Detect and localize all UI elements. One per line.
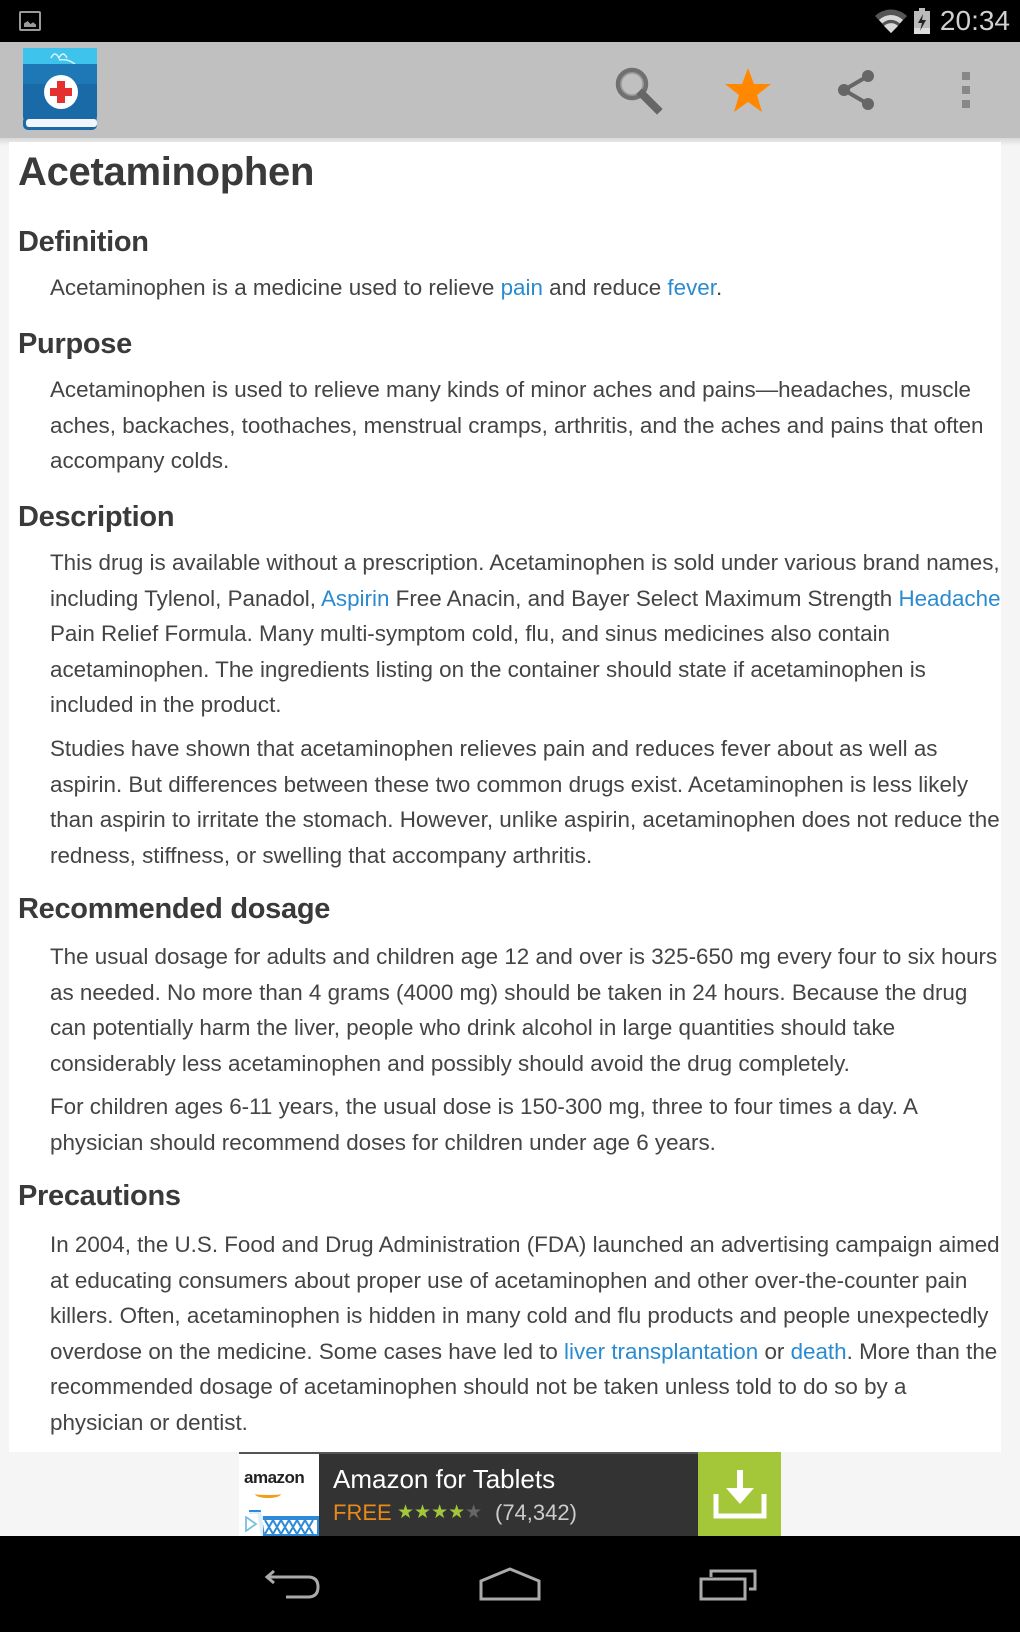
back-button[interactable] (258, 1556, 328, 1612)
definition-paragraph: Acetaminophen is a medicine used to relieve pain and reduce fever. (50, 275, 723, 300)
adchoices-icon[interactable] (239, 1512, 263, 1536)
download-icon (712, 1468, 768, 1520)
medical-book-icon[interactable] (23, 48, 101, 132)
ad-banner[interactable] (239, 1452, 781, 1536)
status-icons (874, 0, 1010, 42)
search-button[interactable] (612, 64, 664, 116)
recent-apps-icon (699, 1567, 757, 1601)
ad-rating-stars: ★★★★★ (397, 1502, 483, 1523)
description-paragraph-1: This drug is available without a prescription. Acetaminophen is sold under various brand names, including Tylenol, Panadol, Aspirin Free Anacin, and Bayer Select Maximum Strength Headache Pain Relief Formula. Many multi-symptom cold, flu, and sinus medicines also contain acetaminophen. The ingredients listing on the container should state if acetaminophen is included in the product. (50, 550, 1001, 718)
share-button[interactable] (830, 64, 882, 116)
section-heading-description: Description (18, 501, 175, 533)
battery-charging-icon (914, 8, 930, 34)
dosage-paragraph-2: For children ages 6-11 years, the usual dose is 150-300 mg, three to four times a day. A physician should recommend doses for children under age 6 years. (50, 1094, 917, 1155)
ad-install-button[interactable] (698, 1452, 781, 1536)
ad-rating-count: (74,342) (495, 1500, 577, 1525)
link-fever[interactable]: fever (667, 275, 716, 300)
description-paragraph-2: Studies have shown that acetaminophen relieves pain and reduces fever about as well as aspirin. But differences between these two common drugs exist. Acetaminophen is less likely than aspirin to irritate the stomach. However, unlike aspirin, acetaminophen does not reduce the redness, stiffness, or swelling that accompany arthritis. (50, 736, 1000, 868)
home-button[interactable] (475, 1556, 545, 1612)
overflow-menu-icon (960, 70, 972, 110)
precautions-paragraph: In 2004, the U.S. Food and Drug Administration (FDA) launched an advertising campaign aimed at educating consumers about proper use of acetaminophen and other over-the-counter pain killers. Often, acetaminophen is hidden in many cold and flu products and people unexpectedly overdose on the medicine. Some cases have led to liver transplantation or death. More than the recommended dosage of acetaminophen should not be taken unless told to do so by a physician or dentist. (50, 1232, 1000, 1435)
home-icon (479, 1567, 541, 1601)
link-aspirin[interactable]: Aspirin (320, 585, 390, 611)
overflow-menu-button[interactable] (940, 64, 992, 116)
section-heading-definition: Definition (18, 226, 149, 258)
link-headache[interactable]: Headache (898, 585, 1001, 611)
link-liver-transplantation[interactable]: liver transplantation (564, 1338, 759, 1364)
section-heading-precautions: Precautions (18, 1180, 181, 1212)
navigation-bar (0, 1536, 1020, 1632)
share-icon (834, 68, 878, 112)
purpose-paragraph: Acetaminophen is used to relieve many kinds of minor aches and pains—headaches, muscle aches, backaches, toothaches, menstrual cramps, arthritis, and the aches and pains that often accompany colds. (50, 377, 984, 474)
section-heading-recommended-dosage: Recommended dosage (18, 893, 331, 925)
image-notification-icon (19, 11, 41, 31)
section-heading-purpose: Purpose (18, 328, 132, 360)
star-icon (724, 67, 772, 113)
search-icon (613, 65, 663, 115)
link-pain[interactable]: pain (500, 275, 543, 300)
status-bar (0, 0, 1020, 42)
back-icon (264, 1567, 322, 1601)
clock: 20:34 (939, 5, 1010, 36)
wifi-icon (874, 8, 908, 34)
amazon-smile-icon (255, 1490, 281, 1498)
dosage-paragraph-1: The usual dosage for adults and children age 12 and over is 325-650 mg every four to six hours as needed. No more than 4 grams (4000 mg) should be taken in 24 hours. Because the drug can potentially harm the liver, people who drink alcohol in large quantities should take considerably less acetaminophen and possibly should avoid the drug completely. (50, 944, 998, 1076)
favorite-button[interactable] (722, 64, 774, 116)
link-death[interactable]: death (790, 1338, 847, 1364)
recent-apps-button[interactable] (693, 1556, 763, 1612)
page-title: Acetaminophen (18, 150, 315, 194)
action-bar (0, 42, 1020, 138)
amazon-logo: amazon (239, 1454, 319, 1536)
ad-price: FREE (333, 1500, 392, 1525)
ad-title: Amazon for Tablets (333, 1464, 556, 1494)
